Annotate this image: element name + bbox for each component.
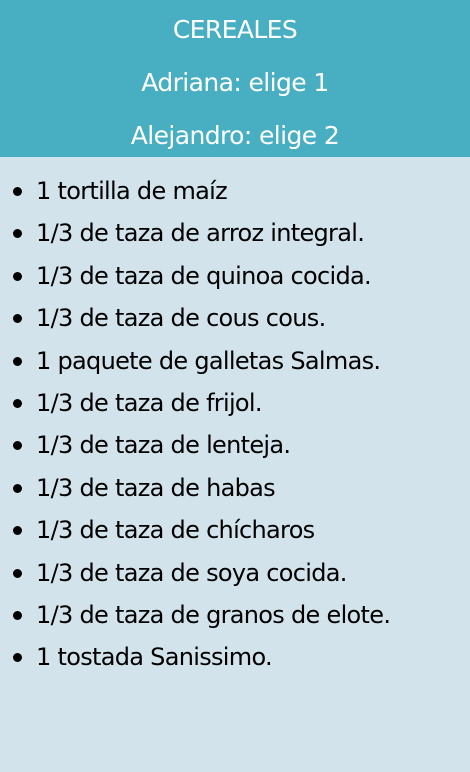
list-item [0,176,470,218]
list-item-text: 1 tortilla de maíz [36,177,227,205]
list-item-text: 1 tostada Sanissimo. [36,643,272,672]
bullet-icon [13,272,22,281]
list-item [0,261,470,303]
bullet-icon [13,314,22,323]
header-adriana: Adriana: elige 1 [141,68,329,97]
bullet-icon [13,653,22,662]
list-item [0,600,470,642]
list-item-text: 1 paquete de galletas Salmas. [36,346,381,375]
bullet-icon [13,611,22,620]
list-item-text: 1/3 de taza de habas [36,473,275,502]
list-item [0,515,470,557]
list-item [0,388,470,430]
list-item-text: 1/3 de taza de chícharos [36,516,315,545]
bullet-icon [13,441,22,450]
header-alejandro: Alejandro: elige 2 [130,121,340,150]
list-item [0,346,470,388]
list-item-text: 1/3 de taza de soya cocida. [36,558,347,587]
options-list [0,157,470,685]
bullet-icon [13,526,22,535]
list-item [0,558,470,600]
list-item-text: 1/3 de taza de arroz integral. [36,219,365,248]
bullet-icon [13,484,22,493]
bullet-icon [13,399,22,408]
list-item [0,303,470,345]
list-item-text: 1/3 de taza de quinoa cocida. [36,261,371,290]
header-title: CEREALES [172,15,298,44]
list-item-text: 1/3 de taza de lenteja. [36,431,291,460]
bullet-icon [13,229,22,238]
list-item [0,642,470,684]
list-item [0,473,470,515]
list-item [0,218,470,260]
bullet-icon [13,569,22,578]
list-item-text: 1/3 de taza de granos de elote. [36,600,391,629]
bullet-icon [13,357,22,366]
bullet-icon [13,187,22,196]
header-banner [0,0,470,157]
list-item-text: 1/3 de taza de cous cous. [36,304,326,333]
list-item-text: 1/3 de taza de frijol. [36,388,262,417]
list-item [0,430,470,472]
